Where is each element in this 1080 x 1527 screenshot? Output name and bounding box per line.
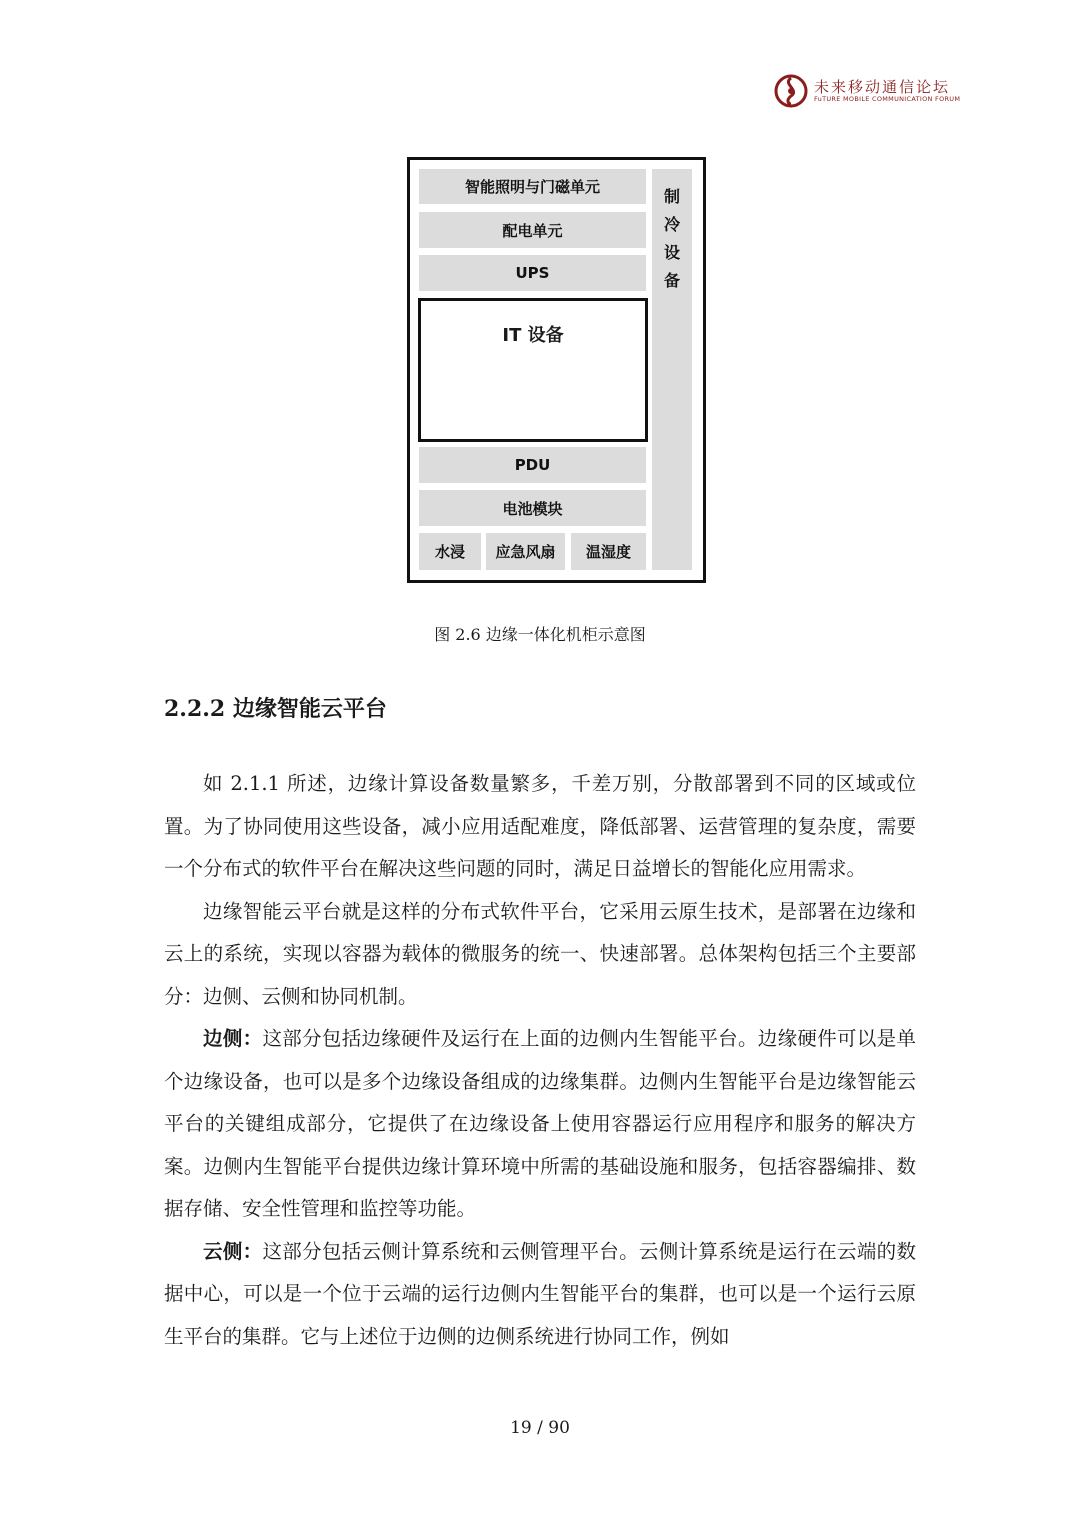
paragraph xyxy=(164,1018,916,1231)
forum-name-cn: 未来移动通信论坛 xyxy=(814,78,951,96)
forum-logo xyxy=(774,74,961,110)
section-heading: 2.2.2 边缘智能云平台 xyxy=(164,696,387,722)
paragraph: 如 2.1.1 所述，边缘计算设备数量繁多，千差万别，分散部署到不同的区域或位置。为了协同使用这些设备，减小应用适配难度，降低部署、运营管理的复杂度，需要一个分布式的软件平台在解决这些问题的同时，满足日益增长的智能化应用需求。 xyxy=(164,772,916,880)
lighting-unit: 智能照明与门磁单元 xyxy=(419,169,646,204)
cabinet-diagram xyxy=(407,157,706,583)
cooling-char: 设 xyxy=(663,243,680,262)
pdu-unit: PDU xyxy=(419,447,646,483)
body-text xyxy=(164,763,916,1358)
it-equipment-box xyxy=(418,298,648,442)
cooling-char: 备 xyxy=(663,271,680,290)
figure-caption: 图 2.6 边缘一体化机柜示意图 xyxy=(434,625,646,644)
paragraph-text: 这部分包括边缘硬件及运行在上面的边侧内生智能平台。边缘硬件可以是单个边缘设备，也可以是多个边缘设备组成的边缘集群。边侧内生智能平台是边缘智能云平台的关键组成部分，它提供了在边缘设备上使用容器运行应用程序和服务的解决方案。边侧内生智能平台提供边缘计算环境中所需的基础设施和服务，包括容器编排、数据存储、安全性管理和监控等功能。 xyxy=(164,1027,916,1220)
ups-unit: UPS xyxy=(419,255,646,291)
it-equipment-label: IT 设备 xyxy=(502,325,564,346)
paragraph-label: 边侧： xyxy=(203,1027,263,1050)
cooling-equipment xyxy=(652,169,692,570)
power-distribution-unit: 配电单元 xyxy=(419,212,646,248)
paragraph xyxy=(164,1231,916,1359)
cooling-char: 冷 xyxy=(663,215,680,234)
battery-module: 电池模块 xyxy=(419,490,646,526)
emergency-fan: 应急风扇 xyxy=(486,533,565,570)
forum-logo-icon xyxy=(774,74,808,108)
forum-name-en: FuTURE MOBILE COMMUNICATION FORUM xyxy=(814,95,961,103)
page-number: 19 / 90 xyxy=(510,1418,570,1438)
cooling-char: 制 xyxy=(663,187,680,206)
paragraph-label: 云侧： xyxy=(203,1239,263,1263)
paragraph: 边缘智能云平台就是这样的分布式软件平台，它采用云原生技术，是部署在边缘和云上的系统，实现以容器为载体的微服务的统一、快速部署。总体架构包括三个主要部分：边侧、云侧和协同机制。 xyxy=(164,899,916,1008)
water-sensor: 水浸 xyxy=(419,533,481,570)
paragraph-text: 这部分包括云侧计算系统和云侧管理平台。云侧计算系统是运行在云端的数据中心，可以是一个位于云端的运行边侧内生智能平台的集群，也可以是一个运行云原生平台的集群。它与上述位于边侧的边侧系统进行协同工作，例如 xyxy=(164,1239,916,1348)
temp-humidity-sensor: 温湿度 xyxy=(571,533,646,570)
